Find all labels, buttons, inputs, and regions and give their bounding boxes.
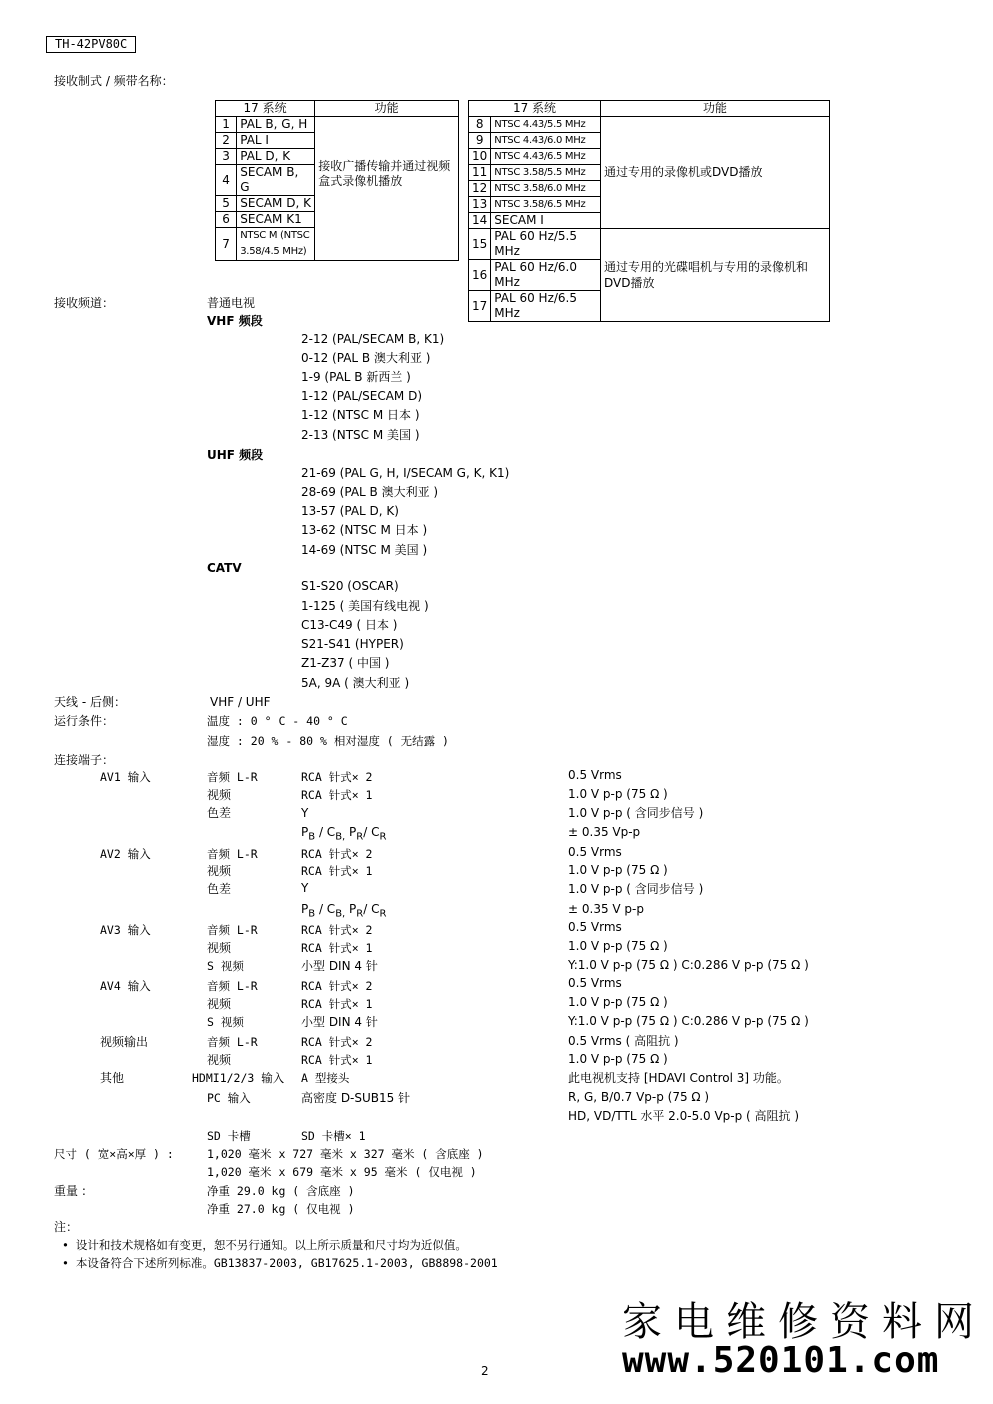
sd-label: SD 卡槽	[207, 1129, 251, 1143]
col-header-systems: 17 系统	[216, 101, 315, 117]
dimensions-with-stand: 1,020 毫米 x 727 毫米 x 327 毫米 ( 含底座 )	[207, 1147, 484, 1161]
catv-channel: Z1-Z37 ( 中国 )	[301, 656, 390, 670]
system-name: SECAM B, G	[237, 165, 315, 196]
color-diff: 色差	[207, 882, 232, 896]
temperature-value: 温度 : 0 ° C - 40 ° C	[207, 714, 348, 728]
connector: Y	[301, 806, 309, 820]
catv-channel: 1-125 ( 美国有线电视 )	[301, 599, 429, 613]
catv-channel: 5A, 9A ( 澳大利亚 )	[301, 676, 410, 690]
cb-sub: B,	[335, 908, 346, 920]
vhf-channel: 2-13 (NTSC M 美国 )	[301, 428, 420, 442]
connector: RCA 针式× 1	[301, 788, 373, 802]
av4-label: AV4 输入	[100, 979, 151, 993]
row-number: 6	[216, 212, 237, 228]
spec-value: 1.0 V p-p (75 Ω )	[568, 1052, 668, 1066]
systems-table-right	[468, 100, 830, 322]
page-number: 2	[481, 1364, 489, 1378]
col-header-function: 功能	[601, 101, 830, 117]
cb-text: / C	[315, 825, 336, 839]
dimensions-label: 尺寸 ( 宽×高×厚 ) :	[54, 1147, 174, 1161]
spec-value: 1.0 V p-p ( 含同步信号 )	[568, 806, 704, 820]
system-name: PAL 60 Hz/5.5 MHz	[491, 229, 601, 260]
connector: RCA 针式× 2	[301, 979, 373, 993]
model-label: TH-42PV80C	[46, 36, 136, 53]
pc-label: PC 输入	[207, 1091, 251, 1105]
system-name: PAL 60 Hz/6.5 MHz	[491, 291, 601, 322]
uhf-channel: 28-69 (PAL B 澳大利亚 )	[301, 485, 439, 499]
systems-heading: 接收制式 / 频带名称：	[54, 74, 174, 88]
row-number: 7	[216, 228, 237, 261]
col-header-systems: 17 系统	[469, 101, 601, 117]
vhf-channel: 2-12 (PAL/SECAM B, K1)	[301, 332, 445, 346]
row-number: 8	[469, 117, 491, 133]
row-number: 2	[216, 133, 237, 149]
hdmi-label: HDMI1/2/3 输入	[192, 1071, 285, 1085]
system-name: NTSC 3.58/5.5 MHz	[491, 165, 601, 181]
pbpr-connector	[301, 900, 386, 923]
function-cell: 通过专用的光碟唱机与专用的录像机和DVD播放	[601, 229, 830, 322]
connector: RCA 针式× 2	[301, 923, 373, 937]
connector: RCA 针式× 1	[301, 997, 373, 1011]
weight-label: 重量 :	[54, 1184, 86, 1198]
pb-sub: B	[308, 831, 316, 843]
system-name: SECAM I	[491, 213, 601, 229]
vhf-channel: 1-12 (NTSC M 日本 )	[301, 408, 420, 422]
uhf-channel: 14-69 (NTSC M 美国 )	[301, 543, 428, 557]
cr-sub: R	[379, 908, 387, 920]
spec-value: 1.0 V p-p (75 Ω )	[568, 787, 668, 801]
audio-lr: 音频 L-R	[207, 1035, 258, 1049]
row-number: 14	[469, 213, 491, 229]
normal-tv-label: 普通电视	[207, 296, 256, 310]
vhf-channel: 1-9 (PAL B 新西兰 )	[301, 370, 411, 384]
pc-rgb: R, G, B/0.7 Vp-p (75 Ω )	[568, 1090, 710, 1104]
video: 视频	[207, 864, 232, 878]
spec-value: 1.0 V p-p ( 含同步信号 )	[568, 882, 704, 896]
system-name: NTSC 3.58/6.5 MHz	[491, 197, 601, 213]
vhf-label: VHF 频段	[207, 314, 263, 328]
connector: RCA 针式× 2	[301, 847, 373, 861]
antenna-value: VHF / UHF	[210, 695, 271, 709]
system-name: SECAM K1	[237, 212, 315, 228]
s-video: S 视频	[207, 1015, 244, 1029]
pbpr-connector	[301, 823, 386, 846]
connector: RCA 针式× 1	[301, 1053, 373, 1067]
pr-sub: R	[356, 908, 364, 920]
spec-value: 1.0 V p-p (75 Ω )	[568, 939, 668, 953]
channels-label: 接收频道：	[54, 296, 115, 310]
connector: RCA 针式× 1	[301, 941, 373, 955]
row-number: 10	[469, 149, 491, 165]
pr-text: P	[345, 902, 357, 916]
catv-channel: S21-S41 (HYPER)	[301, 637, 404, 651]
spec-value: ± 0.35 V p-p	[568, 902, 644, 916]
row-number: 15	[469, 229, 491, 260]
pb-sub: B	[308, 908, 316, 920]
system-name: PAL B, G, H	[237, 117, 315, 133]
pc-connector: 高密度 D-SUB15 针	[301, 1091, 411, 1105]
weight-with-stand: 净重 29.0 kg ( 含底座 )	[207, 1184, 355, 1198]
catv-label: CATV	[207, 561, 242, 575]
system-name: PAL 60 Hz/6.0 MHz	[491, 260, 601, 291]
watermark-cn: 家电维修资料网	[622, 1299, 986, 1345]
cr-sub: R	[379, 831, 387, 843]
systems-table-left	[215, 100, 459, 261]
audio-lr: 音频 L-R	[207, 923, 258, 937]
connector: RCA 针式× 1	[301, 864, 373, 878]
row-number: 5	[216, 196, 237, 212]
terminals-label: 连接端子：	[54, 753, 115, 767]
pb-text: P	[301, 902, 309, 916]
system-name: NTSC 4.43/5.5 MHz	[491, 117, 601, 133]
row-number: 9	[469, 133, 491, 149]
antenna-label: 天线 - 后侧：	[54, 695, 126, 709]
av1-label: AV1 输入	[100, 770, 151, 784]
row-number: 17	[469, 291, 491, 322]
hdmi-connector: A 型接头	[301, 1071, 350, 1085]
s-video: S 视频	[207, 959, 244, 973]
spec-value: 1.0 V p-p (75 Ω )	[568, 863, 668, 877]
uhf-label: UHF 频段	[207, 448, 264, 462]
video: 视频	[207, 997, 232, 1011]
system-name: NTSC 4.43/6.5 MHz	[491, 149, 601, 165]
system-name: PAL I	[237, 133, 315, 149]
system-name: NTSC M (NTSC 3.58/4.5 MHz)	[237, 228, 315, 261]
vhf-channel: 1-12 (PAL/SECAM D)	[301, 389, 423, 403]
humidity-value: 湿度 : 20 % - 80 % 相对湿度 ( 无结露 )	[207, 734, 449, 748]
function-cell: 接收广播传输并通过视频盒式录像机播放	[315, 117, 459, 261]
system-name: NTSC 3.58/6.0 MHz	[491, 181, 601, 197]
dimensions-tv-only: 1,020 毫米 x 679 毫米 x 95 毫米 ( 仅电视 )	[207, 1165, 477, 1179]
uhf-channel: 21-69 (PAL G, H, I/SECAM G, K, K1)	[301, 466, 510, 480]
function-cell: 通过专用的录像机或DVD播放	[601, 117, 830, 229]
spec-value: 0.5 Vrms	[568, 920, 622, 934]
cr-text: / C	[363, 825, 380, 839]
connector: RCA 针式× 2	[301, 770, 373, 784]
row-number: 4	[216, 165, 237, 196]
sd-value: SD 卡槽× 1	[301, 1129, 366, 1143]
vhf-channel: 0-12 (PAL B 澳大利亚 )	[301, 351, 431, 365]
spec-value: Y:1.0 V p-p (75 Ω ) C:0.286 V p-p (75 Ω )	[568, 1014, 809, 1028]
pb-text: P	[301, 825, 309, 839]
spec-value: 0.5 Vrms	[568, 768, 622, 782]
video-out-label: 视频输出	[100, 1035, 149, 1049]
row-number: 1	[216, 117, 237, 133]
operating-label: 运行条件：	[54, 714, 115, 728]
spec-value: Y:1.0 V p-p (75 Ω ) C:0.286 V p-p (75 Ω )	[568, 958, 809, 972]
video: 视频	[207, 941, 232, 955]
video: 视频	[207, 1053, 232, 1067]
weight-tv-only: 净重 27.0 kg ( 仅电视 )	[207, 1202, 355, 1216]
av2-label: AV2 输入	[100, 847, 151, 861]
video: 视频	[207, 788, 232, 802]
row-number: 11	[469, 165, 491, 181]
pr-text: P	[345, 825, 357, 839]
spec-value: 0.5 Vrms	[568, 976, 622, 990]
row-number: 16	[469, 260, 491, 291]
other-label: 其他	[100, 1071, 125, 1085]
cb-text: / C	[315, 902, 336, 916]
audio-lr: 音频 L-R	[207, 979, 258, 993]
catv-channel: C13-C49 ( 日本 )	[301, 618, 398, 632]
audio-lr: 音频 L-R	[207, 847, 258, 861]
pc-hd: HD, VD/TTL 水平 2.0-5.0 Vp-p ( 高阻抗 )	[568, 1109, 800, 1123]
cb-sub: B,	[335, 831, 346, 843]
uhf-channel: 13-62 (NTSC M 日本 )	[301, 523, 428, 537]
note-2: • 本设备符合下述所列标准。GB13837-2003, GB17625.1-2003, GB8898-2001	[62, 1256, 498, 1270]
hdmi-note: 此电视机支持 [HDAVI Control 3] 功能。	[568, 1071, 789, 1085]
connector: RCA 针式× 2	[301, 1035, 373, 1049]
cr-text: / C	[363, 902, 380, 916]
audio-lr: 音频 L-R	[207, 770, 258, 784]
connector: Y	[301, 881, 309, 895]
pr-sub: R	[356, 831, 364, 843]
connector: 小型 DIN 4 针	[301, 959, 378, 973]
av3-label: AV3 输入	[100, 923, 151, 937]
col-header-function: 功能	[315, 101, 459, 117]
system-name: PAL D, K	[237, 149, 315, 165]
note-1: • 设计和技术规格如有变更，恕不另行通知。以上所示质量和尺寸均为近似值。	[62, 1238, 467, 1252]
system-name: NTSC 4.43/6.0 MHz	[491, 133, 601, 149]
spec-value: 0.5 Vrms	[568, 845, 622, 859]
spec-value: 1.0 V p-p (75 Ω )	[568, 995, 668, 1009]
color-diff: 色差	[207, 806, 232, 820]
connector: 小型 DIN 4 针	[301, 1015, 378, 1029]
row-number: 3	[216, 149, 237, 165]
spec-value: 0.5 Vrms ( 高阻抗 )	[568, 1034, 679, 1048]
notes-label: 注：	[54, 1220, 79, 1234]
row-number: 12	[469, 181, 491, 197]
watermark-url: www.520101.com	[622, 1340, 940, 1381]
system-name: SECAM D, K	[237, 196, 315, 212]
row-number: 13	[469, 197, 491, 213]
uhf-channel: 13-57 (PAL D, K)	[301, 504, 399, 518]
spec-value: ± 0.35 Vp-p	[568, 825, 641, 839]
catv-channel: S1-S20 (OSCAR)	[301, 579, 399, 593]
